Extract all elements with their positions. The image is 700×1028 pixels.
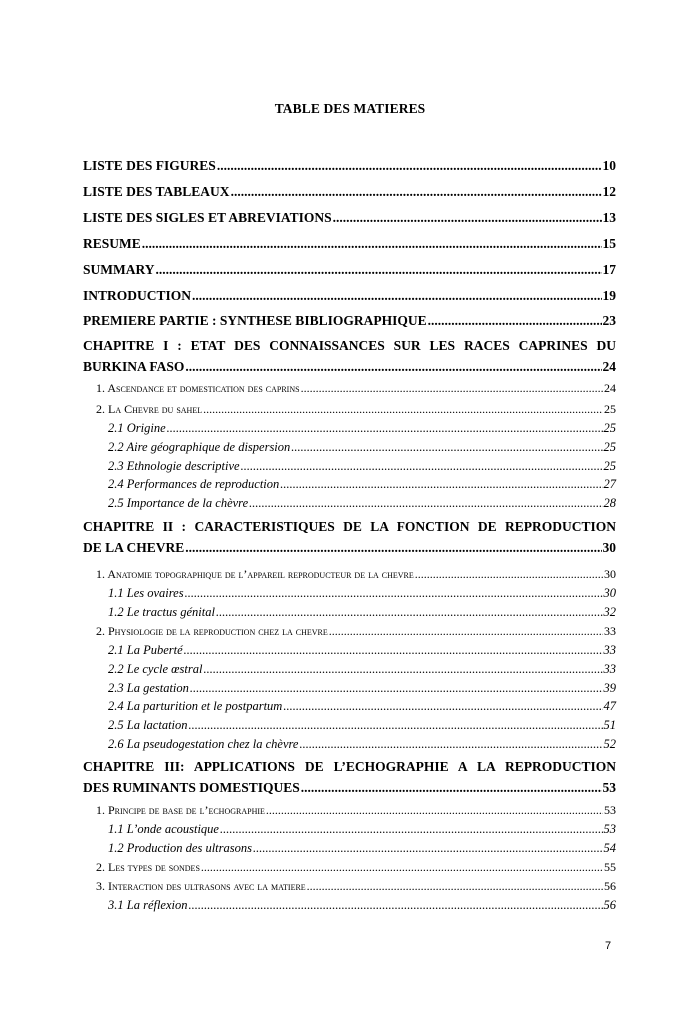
toc-dot-leader — [203, 662, 602, 677]
toc-dot-leader — [301, 780, 602, 796]
toc-entry[interactable] — [108, 718, 616, 733]
toc-page-number: 33 — [604, 624, 616, 638]
toc-page-number: 25 — [603, 440, 616, 454]
toc-dot-leader — [217, 158, 602, 174]
toc-page-number: 19 — [602, 288, 616, 303]
toc-dot-leader — [283, 699, 602, 714]
toc-chapter-title-line1: CHAPITRE II : CARACTERISTIQUES DE LA FONCTION DE REPRODUCTION — [83, 519, 616, 534]
toc-entry[interactable] — [108, 737, 616, 752]
toc-chapter-title-rest: DES RUMINANTS DOMESTIQUES — [83, 780, 300, 795]
toc-dot-leader — [167, 421, 603, 436]
toc-dot-leader — [203, 402, 603, 417]
toc-entry[interactable] — [96, 567, 616, 582]
toc-page-number: 54 — [603, 841, 616, 855]
toc-dot-leader — [192, 288, 601, 304]
toc-dot-leader — [333, 210, 602, 226]
toc-entry[interactable] — [108, 699, 616, 714]
toc-dot-leader — [253, 841, 603, 856]
toc-entry[interactable] — [83, 184, 616, 200]
toc-dot-leader — [184, 643, 603, 658]
toc-dot-leader — [189, 898, 603, 913]
toc-page-number: 10 — [602, 158, 616, 173]
toc-entry[interactable] — [108, 496, 616, 511]
toc-entry-title: 2.3 La gestation — [108, 681, 189, 695]
toc-entry[interactable] — [108, 421, 616, 436]
toc-entry[interactable] — [108, 477, 616, 492]
toc-entry[interactable] — [108, 440, 616, 455]
toc-entry-title: PREMIERE PARTIE : SYNTHESE BIBLIOGRAPHIQUE — [83, 313, 427, 328]
toc-page-number: 24 — [604, 381, 616, 395]
toc-entry-title: 2.2 Le cycle œstral — [108, 662, 203, 676]
toc-entry-title: 2.3 Ethnologie descriptive — [108, 459, 240, 473]
toc-entry-title: LISTE DES SIGLES ET ABREVIATIONS — [83, 210, 332, 225]
toc-entry-title: 2.1 Origine — [108, 421, 166, 435]
toc-page-number: 53 — [604, 803, 616, 817]
toc-entry-title: 2. Les types de sondes — [96, 860, 200, 874]
toc-entry[interactable] — [108, 841, 616, 856]
toc-chapter-entry[interactable] — [83, 519, 616, 556]
toc-page-number: 15 — [602, 236, 616, 251]
toc-dot-leader — [428, 313, 602, 329]
toc-dot-leader — [216, 605, 603, 620]
toc-page-number: 47 — [603, 699, 616, 713]
toc-entry[interactable] — [96, 624, 616, 639]
toc-entry[interactable] — [108, 662, 616, 677]
toc-page-number: 30 — [602, 540, 616, 555]
toc-dot-leader — [241, 459, 603, 474]
toc-dot-leader — [280, 477, 602, 492]
toc-entry-title: 2. La Chevre du sahel — [96, 402, 203, 416]
toc-page-number: 30 — [603, 586, 616, 600]
toc-dot-leader — [189, 718, 603, 733]
toc-entry-title: 2.5 La lactation — [108, 718, 188, 732]
toc-entry-title: 2.5 Importance de la chèvre — [108, 496, 249, 510]
toc-entry-title: 1.2 Le tractus génital — [108, 605, 215, 619]
toc-page-number: 28 — [603, 496, 616, 510]
toc-page-number: 23 — [602, 313, 616, 328]
toc-entry-title: 1. Principe de base de l’echographie — [96, 803, 265, 817]
page-number: 7 — [605, 940, 612, 952]
toc-page-number: 25 — [603, 421, 616, 435]
toc-entry[interactable] — [108, 898, 616, 913]
toc-page-number: 33 — [603, 643, 616, 657]
toc-entry-title: SUMMARY — [83, 262, 155, 277]
toc-entry[interactable] — [108, 459, 616, 474]
toc-page-number: 25 — [604, 402, 616, 416]
toc-entry-title: 1. Ascendance et domestication des caprins — [96, 381, 300, 395]
toc-entry[interactable] — [83, 236, 616, 252]
toc-page-number: 53 — [603, 822, 616, 836]
toc-entry[interactable] — [108, 822, 616, 837]
toc-entry-title: 3. Interaction des ultrasons avec la matiere — [96, 879, 306, 893]
toc-chapter-title-rest: BURKINA FASO — [83, 359, 185, 374]
toc-entry[interactable] — [96, 803, 616, 818]
toc-page-number: 55 — [604, 860, 616, 874]
toc-entry[interactable] — [83, 288, 616, 304]
toc-page-number: 12 — [602, 184, 616, 199]
toc-entry-title: 2.2 Aire géographique de dispersion — [108, 440, 291, 454]
toc-entry-title: 2. Physiologie de la reproduction chez la chevre — [96, 624, 328, 638]
toc-dot-leader — [266, 803, 603, 818]
toc-dot-leader — [190, 681, 603, 696]
toc-entry[interactable] — [83, 210, 616, 226]
toc-entry-title: 2.4 Performances de reproduction — [108, 477, 280, 491]
toc-chapter-title-line2 — [83, 780, 616, 796]
toc-page-number: 25 — [603, 459, 616, 473]
toc-entry[interactable] — [108, 605, 616, 620]
toc-page-number: 33 — [603, 662, 616, 676]
toc-page-number: 56 — [603, 898, 616, 912]
toc-entry[interactable] — [83, 158, 616, 174]
toc-dot-leader — [307, 879, 603, 894]
toc-entry[interactable] — [108, 643, 616, 658]
toc-entry-title: 2.6 La pseudogestation chez la chèvre — [108, 737, 299, 751]
toc-dot-leader — [301, 381, 603, 396]
toc-entry[interactable] — [96, 860, 616, 875]
toc-page-number: 30 — [604, 567, 616, 581]
toc-page-number: 51 — [603, 718, 616, 732]
toc-dot-leader — [156, 262, 602, 278]
page-title: TABLE DES MATIERES — [274, 101, 426, 116]
toc-dot-leader — [142, 236, 602, 252]
toc-dot-leader — [185, 586, 603, 601]
toc-entry-title: 1.1 L’onde acoustique — [108, 822, 219, 836]
toc-chapter-title-rest: DE LA CHEVRE — [83, 540, 185, 555]
toc-dot-leader — [291, 440, 602, 455]
toc-entry-title: LISTE DES FIGURES — [83, 158, 216, 173]
toc-dot-leader — [415, 567, 603, 582]
toc-page-number: 17 — [602, 262, 616, 277]
toc-entry-title: 2.1 La Puberté — [108, 643, 183, 657]
toc-entry[interactable] — [108, 681, 616, 696]
toc-chapter-title-line1: CHAPITRE III: APPLICATIONS DE L’ECHOGRAPHIE A LA REPRODUCTION — [83, 759, 616, 774]
toc-dot-leader — [231, 184, 602, 200]
toc-entry[interactable] — [96, 402, 616, 417]
toc-entry-title: 2.4 La parturition et le postpartum — [108, 699, 283, 713]
toc-dot-leader — [249, 496, 602, 511]
toc-entry[interactable] — [96, 879, 616, 894]
toc-entry[interactable] — [108, 586, 616, 601]
toc-entry[interactable] — [83, 262, 616, 278]
toc-dot-leader — [185, 359, 601, 375]
toc-dot-leader — [201, 860, 603, 875]
toc-page-number: 53 — [602, 780, 616, 795]
toc-page-number: 27 — [603, 477, 616, 491]
toc-entry-title: 3.1 La réflexion — [108, 898, 188, 912]
toc-dot-leader — [299, 737, 602, 752]
toc-entry[interactable] — [83, 313, 616, 329]
toc-entry-title: 1.1 Les ovaires — [108, 586, 184, 600]
toc-chapter-title-line1: CHAPITRE I : ETAT DES CONNAISSANCES SUR LES RACES CAPRINES DU — [83, 338, 616, 353]
toc-entry[interactable] — [96, 381, 616, 396]
toc-entry-title: INTRODUCTION — [83, 288, 192, 303]
toc-chapter-entry[interactable] — [83, 759, 616, 796]
toc-page-number: 56 — [604, 879, 616, 893]
toc-page-number: 24 — [602, 359, 616, 374]
toc-entry-title: 1. Anatomie topographique de l’appareil reproducteur de la chevre — [96, 567, 414, 581]
toc-entry-title: 1.2 Production des ultrasons — [108, 841, 252, 855]
toc-chapter-entry[interactable] — [83, 338, 616, 375]
toc-dot-leader — [220, 822, 603, 837]
toc-entry-title: LISTE DES TABLEAUX — [83, 184, 230, 199]
toc-chapter-title-line2 — [83, 540, 616, 556]
toc-entry-title: RESUME — [83, 236, 141, 251]
toc-chapter-title-line2 — [83, 359, 616, 375]
toc-page-number: 13 — [602, 210, 616, 225]
toc-page-number: 39 — [603, 681, 616, 695]
toc-page-number: 32 — [603, 605, 616, 619]
toc-dot-leader — [329, 624, 603, 639]
toc-page-number: 52 — [603, 737, 616, 751]
toc-dot-leader — [185, 540, 601, 556]
